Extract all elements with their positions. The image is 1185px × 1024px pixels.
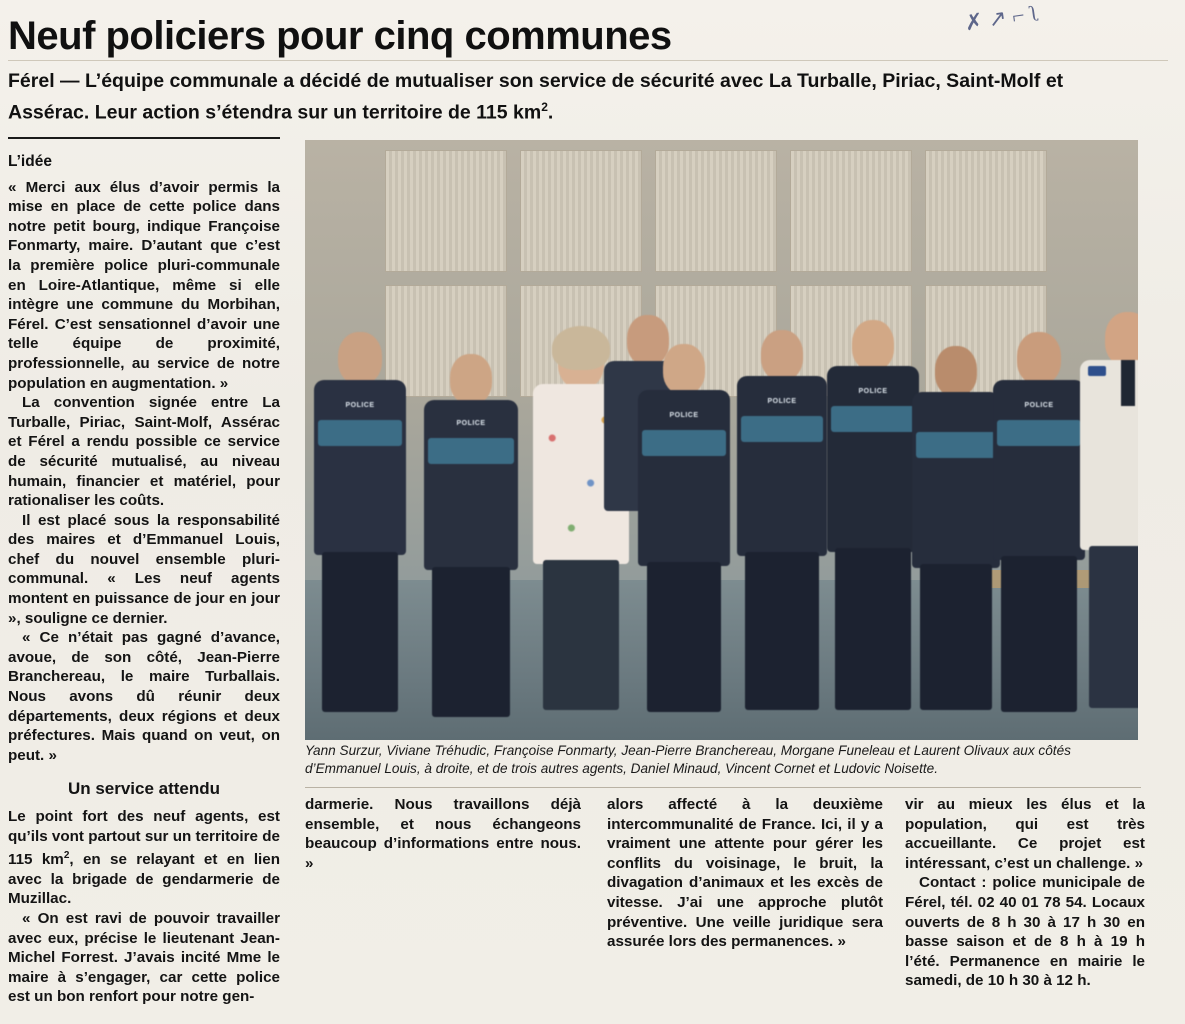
paragraph (8, 807, 280, 909)
contact-block (905, 873, 1145, 991)
exponent: 2 (63, 850, 70, 862)
person-officer-5 (737, 330, 827, 712)
uniform-torso (912, 392, 1000, 568)
paragraph: « Merci aux élus d’avoir permis la mise en place de cette police dans notre petit bourg, indique Françoise Fonmarty, maire. D’autant que c’est la première police pluri-communale en Loire-Atlantique, même si elle intègre une commune du Morbihan, Férel. C’est sensationnel d’avoir une telle équipe de proximité, professionnelle, au service de notre population en augmentation. » (8, 178, 280, 392)
head (761, 330, 803, 380)
person-officer-6 (827, 326, 919, 712)
person-officer-8 (993, 332, 1085, 712)
paragraph-part: , en se relayant et en lien avec la brigade de gendarmerie de Muzillac. (8, 851, 281, 908)
paragraph-part: Le point fort des neuf agents, est qu’ils vont partout sur un territoire de 115 km (8, 808, 280, 869)
hi-vis-band (997, 420, 1081, 446)
standfirst-end: . (547, 101, 554, 124)
paragraph: alors affecté à la deuxième intercommunalité de France. Ici, il y a vraiment une attente pour gérer les conflits du voisinage, le bruit, la divagation d’animaux et les excès de vitesse. J’ai une approche plutôt préventive. Une veille juridique sera assurée lors des permanences. » (607, 796, 883, 951)
trousers (920, 564, 992, 710)
person-officer-2 (425, 342, 517, 712)
trousers (835, 548, 911, 710)
bottom-column-3 (905, 795, 1145, 991)
vest-label: POLICE (767, 398, 797, 405)
left-column-section-title: L’idée (8, 153, 52, 170)
window-panel (790, 150, 912, 272)
paragraph: vir au mieux les élus et la population, qui est très accueillante. Ce projet est intéressant, c’est un challenge. » (905, 796, 1145, 872)
hi-vis-band (831, 406, 915, 432)
vest-label: POLICE (669, 412, 699, 419)
hi-vis-band (741, 416, 823, 442)
head (1017, 332, 1061, 384)
trousers (647, 562, 721, 712)
left-column (8, 152, 280, 1007)
hi-vis-band (428, 438, 514, 464)
standfirst-text: L’équipe communale a décidé de mutualiser son service de sécurité avec La Turballe, Piriac, Saint-Molf et Assérac. Leur action s’étendra sur un territoire de 115 km (8, 70, 1064, 124)
vest-label: POLICE (858, 388, 888, 395)
window-panel (385, 150, 507, 272)
head (1105, 312, 1138, 366)
head (450, 354, 492, 404)
paragraph: « On est ravi de pouvoir travailler avec eux, précise le lieutenant Jean-Michel Forrest. J’avais incité Mme le maire à s’engager, car cette police est un bon renfort pour notre gen- (8, 910, 280, 1006)
hi-vis-band (642, 430, 726, 456)
page-title: Neuf policiers pour cinq communes (8, 14, 672, 58)
trousers (1089, 546, 1138, 708)
paragraph: Il est placé sous la responsabilité des maires et d’Emmanuel Louis, chef du nouvel ensemble pluri-communal. « Les neuf agents montent en puissance de jour en jour », souligne ce dernier. (8, 511, 280, 627)
article-photo (305, 140, 1138, 740)
trousers (432, 567, 510, 717)
trousers (322, 552, 398, 712)
person-officer-7 (912, 340, 1000, 712)
contact-text: police municipale de Férel, tél. 02 40 01 78 54. Locaux ouverts de 8 h 30 à 17 h 30 en basse saison et de 8 h à 19 h l’été. Permanence en mairie le samedi, de 10 h 30 à 12 h. (905, 874, 1145, 990)
standfirst (8, 68, 1138, 126)
vest-label: POLICE (345, 402, 375, 409)
vest-label: POLICE (456, 420, 486, 427)
person-emmanuel-louis (1080, 320, 1138, 712)
person-morgane-funeleau (638, 334, 730, 712)
shoulder-epaulette (1088, 366, 1106, 376)
tie (1121, 360, 1135, 406)
divider-bottom (305, 787, 1141, 788)
dateline-location: Férel — (8, 70, 80, 92)
photo-caption: Yann Surzur, Viviane Tréhudic, Françoise Fonmarty, Jean-Pierre Branchereau, Morgane Funeleau et Laurent Olivaux aux côtés d’Emmanuel Louis, à droite, et de trois autres agents, Daniel Minaud, Vincent Cornet et Ludovic Noisette. (305, 743, 1071, 776)
paragraph: « Ce n’était pas gagné d’avance, avoue, de son côté, Jean-Pierre Branchereau, le maire Turballais. Nous avons dû réunir deux départements, deux régions et deux préfectures. Mais quand on veut, on peut. » (8, 629, 280, 764)
head (338, 332, 382, 384)
head (852, 320, 894, 370)
trousers (1001, 556, 1077, 712)
vest-label: POLICE (1024, 402, 1054, 409)
standfirst-exponent: 2 (541, 100, 548, 114)
hair (552, 326, 610, 370)
contact-label: Contact : (919, 874, 987, 892)
window-panel (925, 150, 1047, 272)
trousers (745, 552, 819, 710)
bottom-column-2 (607, 795, 883, 952)
divider-top (8, 60, 1168, 61)
window-panel (655, 150, 777, 272)
bottom-column-1 (305, 795, 581, 873)
hi-vis-band (318, 420, 402, 446)
divider-left-column (8, 137, 280, 139)
person-yann-surzur (315, 332, 405, 712)
handwritten-margin-note: ✗ ↗ ⌐ ʅ (962, 0, 1042, 36)
hi-vis-band (916, 432, 996, 458)
head (663, 344, 705, 394)
paragraph: darmerie. Nous travaillons déjà ensemble, et nous échangeons beaucoup d’informations entre nous. » (305, 796, 581, 872)
paragraph: La convention signée entre La Turballe, Piriac, Saint-Molf, Assérac et Férel a rendu possible ce service de sécurité mutualisé, au niveau humain, financier et matériel, pour rationaliser les coûts. (8, 394, 280, 510)
head (935, 346, 977, 396)
left-column-section-title-2: Un service attendu (67, 779, 221, 799)
window-panel (520, 150, 642, 272)
